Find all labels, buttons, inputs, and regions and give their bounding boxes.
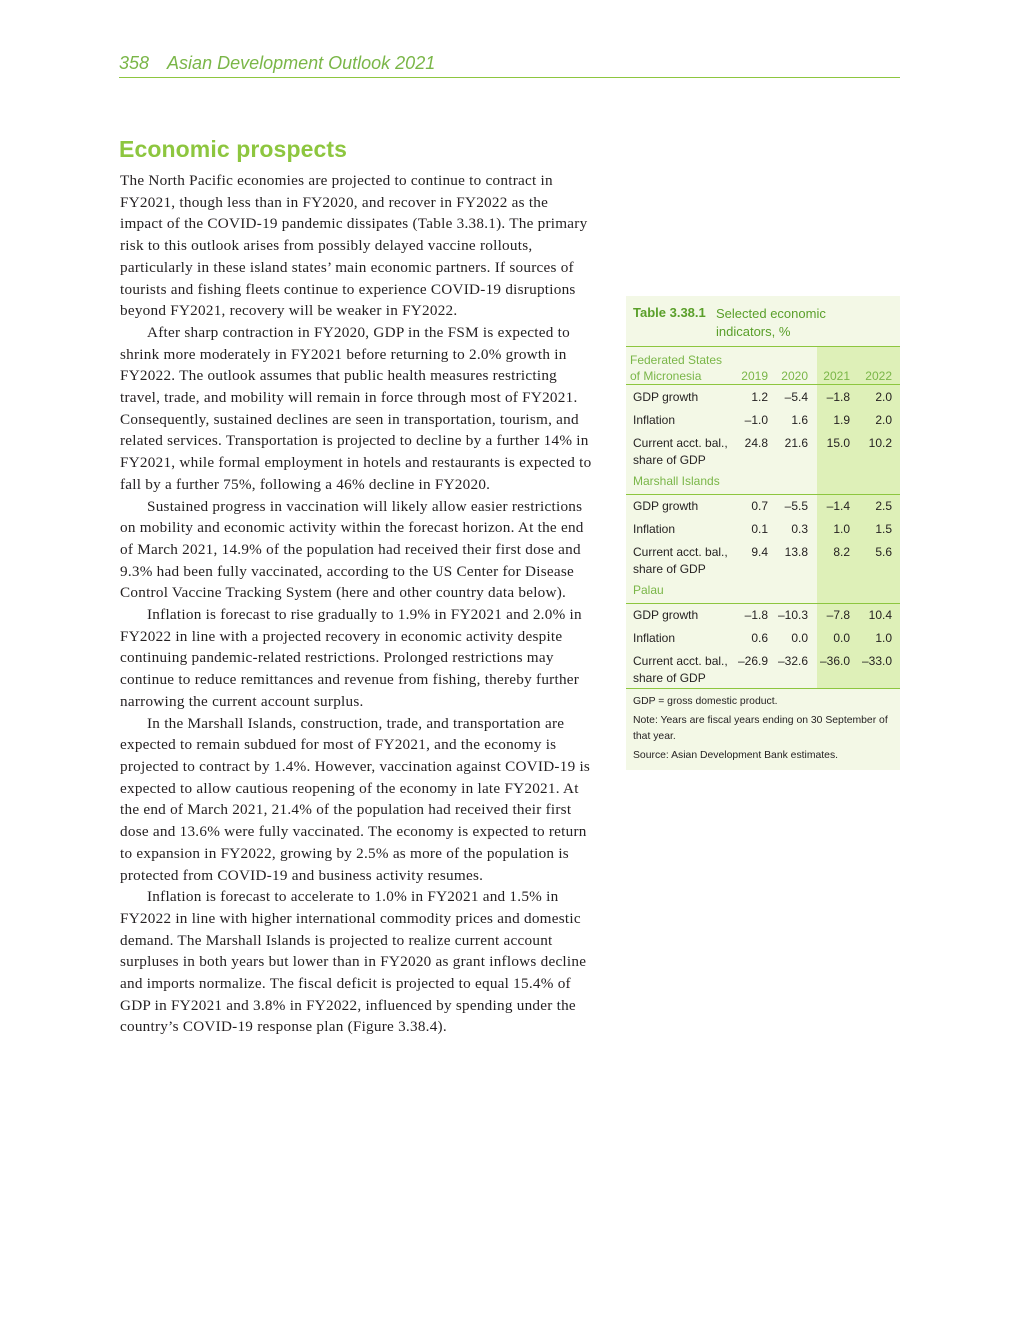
row-label: GDP growth bbox=[633, 390, 699, 404]
section-title: Economic prospects bbox=[119, 136, 348, 162]
cell: 15.0 bbox=[826, 436, 850, 450]
cell: 0.0 bbox=[791, 631, 808, 645]
cell: –1.0 bbox=[744, 413, 768, 427]
cell: 0.3 bbox=[791, 522, 808, 536]
cell: –5.4 bbox=[784, 390, 808, 404]
source-note: Source: Asian Development Bank estimates. bbox=[633, 749, 839, 761]
table-number: Table 3.38.1 bbox=[633, 305, 706, 320]
group-label: Marshall Islands bbox=[633, 474, 720, 488]
cell: 0.1 bbox=[751, 522, 768, 536]
row-label: GDP growth bbox=[633, 499, 699, 513]
economic-indicators-table bbox=[626, 296, 900, 770]
row-label: Current acct. bal., share of GDP bbox=[633, 436, 728, 467]
paragraph-6: Inflation is forecast to accelerate to 1.0% in FY2021 and 1.5% in FY2022 in line with higher international commodity prices and domestic demand. The Marshall Islands is projected to realize current account surpluses in both years but lower than in FY2020 as grant inflows decline and imports normalize. The fiscal deficit is projected to equal 15.4% of GDP in FY2021 and 3.8% in FY2022, influenced by spending under the country’s COVID-19 response plan (Figure 3.38.4). bbox=[120, 888, 587, 1036]
cell: –7.8 bbox=[826, 608, 850, 622]
year-2020: 2020 bbox=[781, 369, 808, 383]
table-title: Selected economic indicators, % bbox=[716, 306, 826, 339]
cell: 5.6 bbox=[875, 545, 892, 559]
group-fsm-label: Federated States of Micronesia bbox=[630, 353, 723, 383]
cell: 0.7 bbox=[751, 499, 768, 513]
cell: 1.5 bbox=[875, 522, 892, 536]
row-label: Current acct. bal., share of GDP bbox=[633, 545, 728, 576]
cell: –33.0 bbox=[861, 654, 892, 668]
row-label: Inflation bbox=[633, 522, 676, 536]
cell: 2.0 bbox=[875, 413, 892, 427]
table-header bbox=[626, 347, 900, 385]
row-label: Inflation bbox=[633, 631, 676, 645]
paragraph-3: Sustained progress in vaccination will likely allow easier restrictions on mobility and economic activity within the forecast horizon. At the end of March 2021, 14.9% of the population had received their first dose and 9.3% had been fully vaccinated, according to the US Center for Disease Control Vaccine Tracking System (here and other country data below). bbox=[120, 497, 584, 602]
row-label: Current acct. bal., share of GDP bbox=[633, 654, 728, 685]
year-2021: 2021 bbox=[823, 369, 850, 383]
paragraph-2: After sharp contraction in FY2020, GDP in the FSM is expected to shrink more moderately in FY2021 before returning to 2.0% growth in FY2022. The outlook assumes that public health measures restricting travel, trade, and mobility will remain in force through most of FY2021. Consequently, sustained declines are seen in transportation, tourism, and related services. Transportation is projected to decline by a further 14% in FY2021, while formal employment in hotels and restaurants is expected to fall by a further 75%, following a 46% decline in FY2020. bbox=[120, 323, 592, 493]
cell: –10.3 bbox=[777, 608, 808, 622]
cell: 1.6 bbox=[791, 413, 808, 427]
table-notes bbox=[633, 694, 895, 766]
row-label: GDP growth bbox=[633, 608, 699, 622]
cell: –26.9 bbox=[737, 654, 768, 668]
table-bottom-rule bbox=[626, 688, 900, 689]
cell: –5.5 bbox=[784, 499, 808, 513]
table-caption bbox=[626, 296, 900, 347]
cell: 1.2 bbox=[751, 390, 768, 404]
cell: 8.2 bbox=[833, 545, 850, 559]
cell: –1.8 bbox=[826, 390, 850, 404]
cell: 24.8 bbox=[744, 436, 768, 450]
group-marshall-islands bbox=[626, 472, 900, 495]
cell: 2.0 bbox=[875, 390, 892, 404]
group-label: Palau bbox=[633, 583, 664, 597]
cell: 10.2 bbox=[868, 436, 892, 450]
paragraph-4: Inflation is forecast to rise gradually to 1.9% in FY2021 and 2.0% in FY2022 in line with a projected recovery in economic activity despite continuing pandemic-related restrictions. Prolonged restrictions may continue to reduce remittances and revenue from fishing, thereby further narrowing the current account surplus. bbox=[120, 606, 582, 710]
paragraph-1: The North Pacific economies are projected to continue to contract in FY2021, though less than in FY2020, and recover in FY2022 as the impact of the COVID-19 pandemic dissipates (Table 3.38.1). The primary risk to this outlook arises from possibly delayed vaccine rollouts, particularly in these island states’ main economic partners. If sources of tourists and fishing fleets continue to experience COVID-19 disruptions beyond FY2021, recovery will be weaker in FY2022. bbox=[120, 172, 588, 320]
publication-title: Asian Development Outlook 2021 bbox=[167, 53, 436, 73]
cell: 1.0 bbox=[875, 631, 892, 645]
fiscal-year-note: Note: Years are fiscal years ending on 30 September of that year. bbox=[633, 714, 888, 742]
row-label: Inflation bbox=[633, 413, 676, 427]
paragraph-5: In the Marshall Islands, construction, trade, and transportation are expected to remain subdued for most of FY2021, and the economy is projected to contract by 1.4%. However, vaccination against COVID-19 is expected to allow cautious reopening of the economy in late FY2021. At the end of March 2021, 21.4% of the population had received their first dose and 13.6% were fully vaccinated. The economy is expected to return to expansion in FY2022, growing by 2.5% as more of the population is protected from COVID-19 and business activity resumes. bbox=[120, 714, 591, 884]
cell: 0.6 bbox=[751, 631, 768, 645]
cell: –32.6 bbox=[777, 654, 808, 668]
year-2022: 2022 bbox=[865, 369, 892, 383]
cell: 2.5 bbox=[875, 499, 892, 513]
cell: 21.6 bbox=[784, 436, 808, 450]
cell: 13.8 bbox=[784, 545, 808, 559]
group-palau bbox=[626, 581, 900, 604]
cell: –1.8 bbox=[744, 608, 768, 622]
cell: 10.4 bbox=[868, 608, 892, 622]
cell: 0.0 bbox=[833, 631, 850, 645]
cell: 1.9 bbox=[833, 413, 850, 427]
year-2019: 2019 bbox=[741, 369, 768, 383]
cell: 9.4 bbox=[751, 545, 768, 559]
body-text bbox=[120, 170, 592, 1038]
abbreviation-note: GDP = gross domestic product. bbox=[633, 696, 778, 707]
cell: 1.0 bbox=[833, 522, 850, 536]
running-head bbox=[119, 50, 900, 78]
cell: –1.4 bbox=[826, 499, 850, 513]
cell: –36.0 bbox=[819, 654, 850, 668]
page-number: 358 bbox=[119, 53, 150, 73]
